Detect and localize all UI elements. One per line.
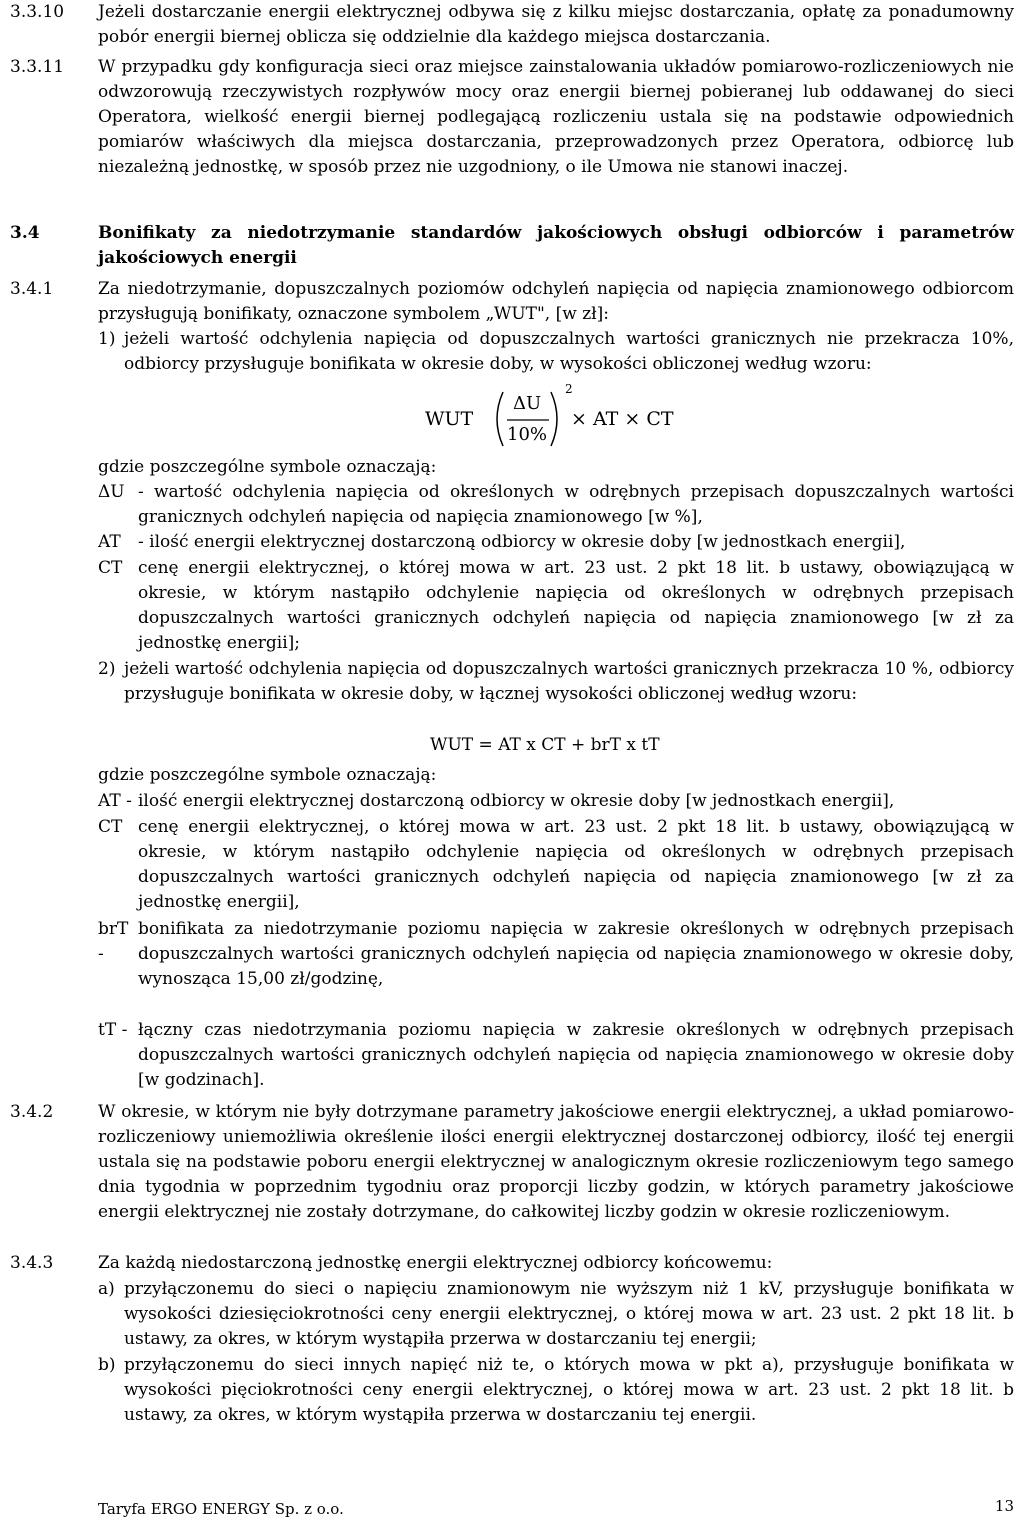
section-number: 3.3.11 [10, 57, 65, 77]
where-label-2: gdzie poszczególne symbole oznaczają: [98, 765, 437, 785]
where-label-1: gdzie poszczególne symbole oznaczają: [98, 457, 437, 477]
definition-text: łączny czas niedotrzymania poziomu napięcia w zakresie określonych w odrębnych przepisach dopuszczalnych wartości granicznych odchyleń napięcia od napięcia znamionowego w okresie doby [w godzinach]. [138, 1020, 1014, 1090]
formula-denominator: 10% [507, 424, 548, 445]
section-number: 3.4 [10, 223, 40, 243]
section-3-4-heading [10, 221, 1014, 271]
section-number: 3.4.3 [10, 1253, 54, 1273]
formula-exponent: 2 [565, 382, 573, 396]
definition-symbol: ΔU [98, 482, 125, 502]
list-marker: a) [98, 1279, 115, 1299]
definition-text: - ilość energii elektrycznej dostarczoną odbiorcy w okresie doby [w jednostkach energii], [138, 532, 906, 552]
list-item-a [98, 1277, 1014, 1352]
definition-at [98, 530, 1014, 555]
section-number: 3.3.10 [10, 2, 65, 22]
footer-title: Taryfa ERGO ENERGY Sp. z o.o. [98, 1500, 344, 1518]
definition-symbol: tT - [98, 1020, 128, 1040]
list-item-2 [98, 657, 1014, 707]
definition-symbol: AT - [98, 791, 132, 811]
section-text: W przypadku gdy konfiguracja sieci oraz miejsce zainstalowania układów pomiarowo-rozliczeniowych nie odwzorowują rzeczywistych rozpływów mocy oraz energii biernej pobieranej lub oddawanej do sieci Operatora, wielkość energii biernej podlegającą rozliczeniu ustala się na podstawie odpowiednich pomiarów właściwych dla miejsca dostarczania, przeprowadzonych przez Operatora, odbiorcę lub niezależną jednostkę, w sposób przez nie uzgodniony, o ile Umowa nie stanowi inaczej. [98, 57, 1014, 177]
definition-delta-u [98, 480, 1014, 530]
formula-numerator: ΔU [513, 393, 542, 414]
section-3-3-10 [10, 0, 1014, 50]
page-number: 13 [994, 1497, 1014, 1515]
definition-text: - wartość odchylenia napięcia od określonych w odrębnych przepisach dopuszczalnych wartości granicznych odchyleń napięcia od napięcia znamionowego [w %], [138, 482, 1014, 527]
definition-symbol: AT [98, 532, 121, 552]
definition-text: bonifikata za niedotrzymanie poziomu napięcia w zakresie określonych w odrębnych przepisach dopuszczalnych wartości granicznych odchyleń napięcia od napięcia znamionowego w okresie doby, wynosząca 15,00 zł/godzinę, [138, 919, 1014, 989]
definition-at-2 [98, 789, 1014, 814]
section-heading: Bonifikaty za niedotrzymanie standardów jakościowych obsługi odbiorców i parametrów jakościowych energii [98, 223, 1014, 268]
definition-text: cenę energii elektrycznej, o której mowa w art. 23 ust. 2 pkt 18 lit. b ustawy, obowiązującą w okresie, w którym nastąpiło odchylenie napięcia od określonych w odrębnych przepisach dopuszczalnych wartości granicznych odchyleń napięcia od napięcia znamionowego [w zł za jednostkę energii]; [138, 558, 1014, 653]
definition-symbol: CT [98, 558, 123, 578]
definition-ct-2 [98, 815, 1014, 915]
section-3-4-3 [10, 1251, 1014, 1276]
definition-ct [98, 556, 1014, 656]
formula-rhs: × AT × CT [571, 408, 674, 430]
list-item-text: jeżeli wartość odchylenia napięcia od dopuszczalnych wartości granicznych przekracza 10 %, odbiorcy przysługuje bonifikata w okresie doby, w łącznej wysokości obliczonej według wzoru: [124, 659, 1014, 704]
section-text: W okresie, w którym nie były dotrzymane parametry jakościowe energii elektrycznej, a układ pomiarowo-rozliczeniowy uniemożliwia określenie ilości energii elektrycznej dostarczonej odbiorcy, ilość tej energii ustala się na podstawie poboru energii elektrycznej w analogicznym okresie rozliczeniowym tego samego dnia tygodnia w poprzednim tygodniu oraz proporcji liczby godzin, w których parametry jakościowe energii elektrycznej nie zostały dotrzymane, do całkowitej liczby godzin w okresie rozliczeniowym. [98, 1102, 1014, 1222]
section-3-3-11 [10, 55, 1014, 180]
definition-brt [98, 917, 1014, 992]
section-number: 3.4.1 [10, 279, 54, 299]
list-item-text: jeżeli wartość odchylenia napięcia od dopuszczalnych wartości granicznych nie przekracza 10%, odbiorcy przysługuje bonifikata w okresie doby, w wysokości obliczonej według wzoru: [124, 329, 1014, 374]
definition-symbol: brT - [98, 919, 129, 964]
definition-symbol: CT [98, 817, 123, 837]
list-marker: 2) [98, 659, 116, 679]
definition-tt [98, 1018, 1014, 1093]
section-text: Za każdą niedostarczoną jednostkę energii elektrycznej odbiorcy końcowemu: [98, 1253, 773, 1273]
section-3-4-1 [10, 277, 1014, 327]
list-item-text: przyłączonemu do sieci innych napięć niż te, o których mowa w pkt a), przysługuje bonifikata w wysokości pięciokrotności ceny energii elektrycznej, o której mowa w art. 23 ust. 2 pkt 18 lit. b ustawy, za okres, w którym wystąpiła przerwa w dostarczaniu tej energii. [124, 1355, 1014, 1425]
list-item-text: przyłączonemu do sieci o napięciu znamionowym nie wyższym niż 1 kV, przysługuje bonifikata w wysokości dziesięciokrotności ceny energii elektrycznej, o której mowa w art. 23 ust. 2 pkt 18 lit. b ustawy, za okres, w którym wystąpiła przerwa w dostarczaniu tej energii; [124, 1279, 1014, 1349]
formula-lhs: WUT [425, 408, 474, 430]
list-item-b [98, 1353, 1014, 1428]
definition-text: cenę energii elektrycznej, o której mowa w art. 23 ust. 2 pkt 18 lit. b ustawy, obowiązującą w okresie, w którym nastąpiło odchylenie napięcia od określonych w odrębnych przepisach dopuszczalnych wartości granicznych odchyleń napięcia od napięcia znamionowego [w zł za jednostkę energii], [138, 817, 1014, 912]
formula-wut-2: WUT = AT x CT + brT x tT [430, 735, 660, 755]
list-item-1 [98, 327, 1014, 377]
list-marker: b) [98, 1355, 116, 1375]
list-marker: 1) [98, 329, 116, 349]
section-text: Za niedotrzymanie, dopuszczalnych poziomów odchyleń napięcia od napięcia znamionowego odbiorcom przysługują bonifikaty, oznaczone symbolem „WUT", [w zł]: [98, 279, 1014, 324]
formula-wut-1 [425, 382, 745, 450]
section-number: 3.4.2 [10, 1102, 54, 1122]
section-text: Jeżeli dostarczanie energii elektrycznej odbywa się z kilku miejsc dostarczania, opłatę za ponadumowny pobór energii biernej oblicza się oddzielnie dla każdego miejsca dostarczania. [98, 2, 1014, 47]
definition-text: ilość energii elektrycznej dostarczoną odbiorcy w okresie doby [w jednostkach energii], [138, 791, 895, 811]
section-3-4-2 [10, 1100, 1014, 1225]
